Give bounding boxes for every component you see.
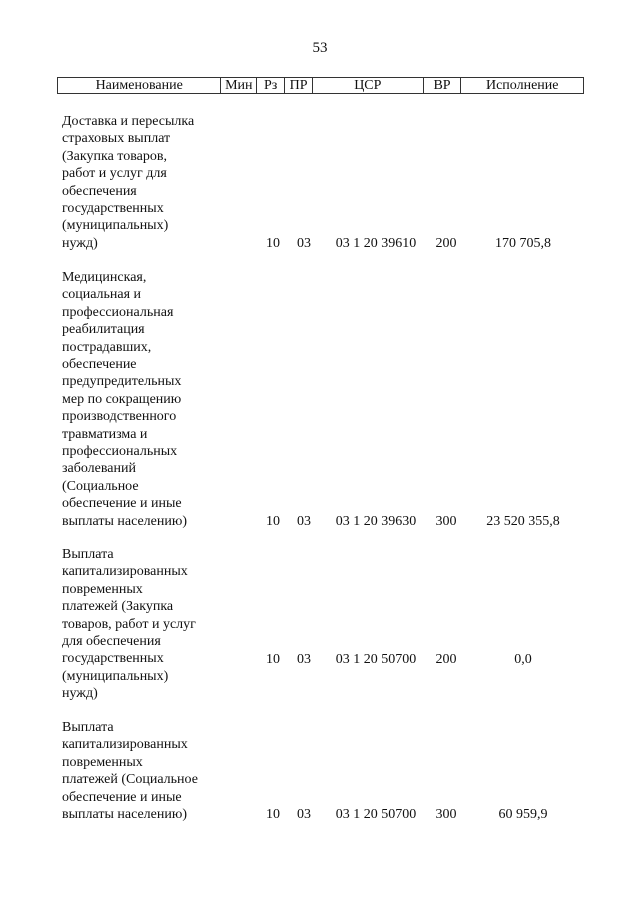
row-vr: 300 (435, 514, 457, 529)
row-exec: 60 959,9 (498, 807, 548, 822)
header-csr: ЦСР (313, 78, 424, 93)
row-exec: 0,0 (514, 652, 532, 667)
row-csr: 03 1 20 39610 (335, 236, 417, 251)
header-name: Наименование (58, 78, 221, 93)
row-pr: 03 (297, 514, 311, 529)
row-name: Выплата капитализированных повременных платежей (Социальное обеспечение и иные выплаты населению) (62, 720, 198, 823)
row-rz: 10 (266, 236, 280, 251)
header-vr: ВР (424, 78, 462, 93)
row-rz: 10 (266, 514, 280, 529)
row-exec: 170 705,8 (495, 236, 551, 251)
row-vr: 200 (435, 652, 457, 667)
row-csr: 03 1 20 39630 (335, 514, 417, 529)
header-rz: Рз (257, 78, 285, 93)
table-header (57, 77, 584, 94)
row-csr: 03 1 20 50700 (335, 652, 417, 667)
row-exec: 23 520 355,8 (486, 514, 560, 529)
header-pr: ПР (285, 78, 313, 93)
row-csr: 03 1 20 50700 (335, 807, 417, 822)
row-pr: 03 (297, 652, 311, 667)
page-number: 53 (312, 40, 328, 56)
row-vr: 200 (435, 236, 457, 251)
row-name: Медицинская, социальная и профессиональная реабилитация пострадавших, обеспечение предупредительных мер по сокращению производственного травматизма и профессиональных заболеваний (Социальное обеспечение и иные выплаты населению) (62, 270, 187, 529)
header-exec: Исполнение (485, 78, 559, 93)
row-name: Выплата капитализированных повременных платежей (Закупка товаров, работ и услуг для обеспечения государственных (муниципальных) нужд) (62, 547, 196, 702)
row-rz: 10 (266, 807, 280, 822)
row-pr: 03 (297, 236, 311, 251)
row-rz: 10 (266, 652, 280, 667)
header-min: Мин (221, 78, 257, 93)
row-name: Доставка и пересылка страховых выплат (Закупка товаров, работ и услуг для обеспечения государственных (муниципальных) нужд) (62, 114, 195, 251)
row-pr: 03 (297, 807, 311, 822)
row-vr: 300 (435, 807, 457, 822)
